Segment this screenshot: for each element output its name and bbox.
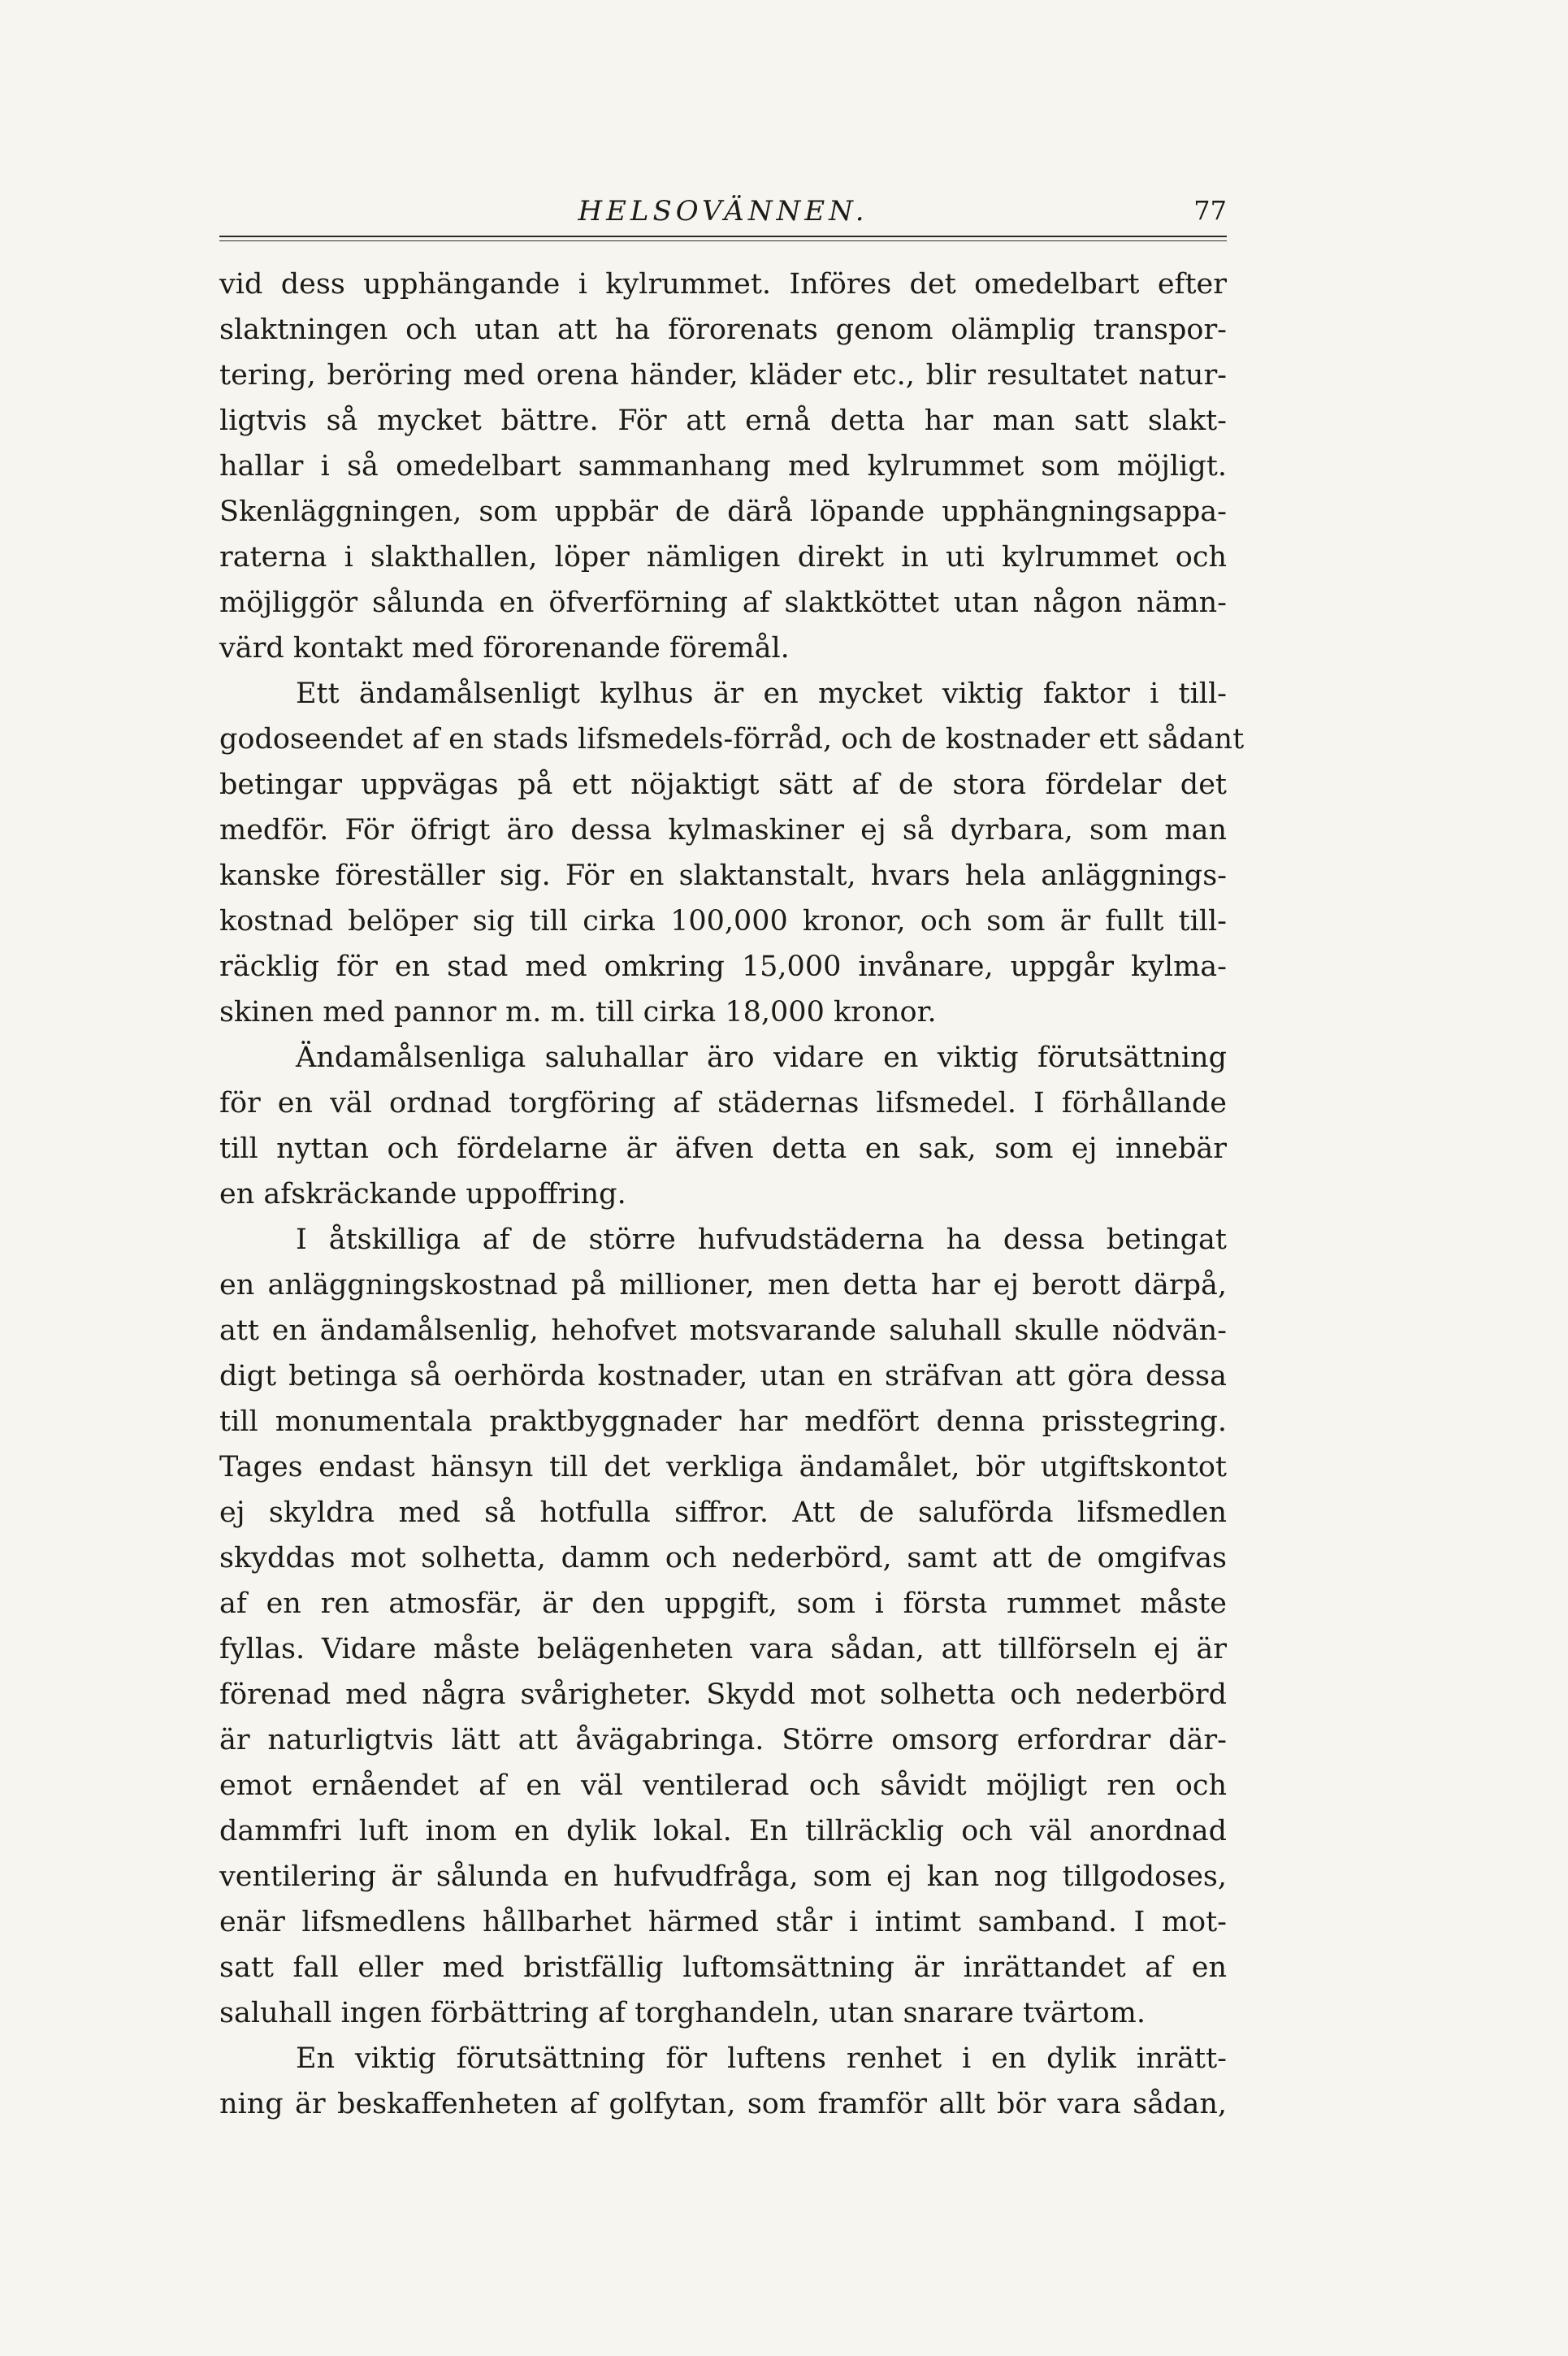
text-line: emot ernåendet af en väl ventilerad och såvidt möjligt ren och <box>219 1769 1227 1802</box>
text-line: kostnad belöper sig till cirka 100,000 kronor, och som är fullt till- <box>219 905 1227 938</box>
text-line: fyllas. Vidare måste belägenheten vara sådan, att tillförseln ej är <box>219 1633 1227 1665</box>
text-line: ventilering är sålunda en hufvudfråga, som ej kan nog tillgodoses, <box>219 1860 1227 1893</box>
text-line: ligtvis så mycket bättre. För att ernå detta har man satt slakt- <box>219 405 1227 437</box>
paragraph <box>219 2036 1227 2127</box>
page-number: 77 <box>1193 195 1227 226</box>
text-line: Ändamålsenliga saluhallar äro vidare en viktig förutsättning <box>296 1042 1227 1074</box>
text-line: skinen med pannor m. m. till cirka 18,000 kronor. <box>219 996 937 1029</box>
paragraph <box>219 1217 1227 2036</box>
text-line: ej skyldra med så hotfulla siffror. Att de saluförda lifsmedlen <box>219 1496 1227 1529</box>
text-line: digt betinga så oerhörda kostnader, utan en sträfvan att göra dessa <box>219 1360 1227 1392</box>
text-line: hallar i så omedelbart sammanhang med kylrummet som möjligt. <box>219 450 1227 483</box>
text-line: saluhall ingen förbättring af torghandeln, utan snarare tvärtom. <box>219 1997 1146 2029</box>
text-line: för en väl ordnad torgföring af städernas lifsmedel. I förhållande <box>219 1087 1227 1120</box>
text-line: Tages endast hänsyn till det verkliga ändamålet, bör utgiftskontot <box>219 1451 1227 1483</box>
text-line: Skenläggningen, som uppbär de därå löpande upphängningsappa- <box>219 496 1227 528</box>
header-rule-thin <box>219 240 1227 241</box>
text-line: en anläggningskostnad på millioner, men detta har ej berott därpå, <box>219 1269 1227 1301</box>
text-line: att en ändamålsenlig, hehofvet motsvarande saluhall skulle nödvän- <box>219 1314 1227 1347</box>
text-line: medför. För öfrigt äro dessa kylmaskiner ej så dyrbara, som man <box>219 814 1227 847</box>
text-line: af en ren atmosfär, är den uppgift, som i första rummet måste <box>219 1587 1227 1620</box>
text-line: Ett ändamålsenligt kylhus är en mycket viktig faktor i till- <box>296 678 1227 710</box>
header-rule <box>219 236 1227 237</box>
running-title: HELSOVÄNNEN. <box>578 195 868 227</box>
text-line: enär lifsmedlens hållbarhet härmed står i intimt samband. I mot- <box>219 1906 1227 1938</box>
text-line: betingar uppvägas på ett nöjaktigt sätt af de stora fördelar det <box>219 769 1227 801</box>
text-line: ning är beskaffenheten af golfytan, som framför allt bör vara sådan, <box>219 2088 1227 2120</box>
text-line: möjliggör sålunda en öfverförning af slaktköttet utan någon nämn- <box>219 587 1227 619</box>
page-header <box>219 188 1227 245</box>
text-line: förenad med några svårigheter. Skydd mot solhetta och nederbörd <box>219 1678 1227 1711</box>
text-line: vid dess upphängande i kylrummet. Införes det omedelbart efter <box>219 268 1227 301</box>
text-line: är naturligtvis lätt att åvägabringa. Större omsorg erfordrar där- <box>219 1724 1227 1756</box>
text-line: värd kontakt med förorenande föremål. <box>219 632 790 665</box>
text-line: slaktningen och utan att ha förorenats genom olämplig transpor- <box>219 314 1227 346</box>
text-line: En viktig förutsättning för luftens renhet i en dylik inrätt- <box>296 2042 1227 2075</box>
paragraph <box>219 671 1245 1035</box>
paragraph <box>219 262 1227 671</box>
text-line: till monumentala praktbyggnader har medfört denna prisstegring. <box>219 1405 1227 1438</box>
text-line: en afskräckande uppoffring. <box>219 1178 626 1210</box>
paragraph <box>219 1035 1227 1217</box>
text-line: godoseendet af en stads lifsmedels-förråd, och de kostnader ett sådant <box>219 723 1245 756</box>
body-text <box>219 262 1245 2127</box>
text-line: till nyttan och fördelarne är äfven detta en sak, som ej innebär <box>219 1133 1227 1165</box>
text-line: skyddas mot solhetta, damm och nederbörd, samt att de omgifvas <box>219 1542 1227 1574</box>
text-line: raterna i slakthallen, löper nämligen direkt in uti kylrummet och <box>219 541 1227 574</box>
text-line: kanske föreställer sig. För en slaktanstalt, hvars hela anläggnings- <box>219 860 1227 892</box>
text-line: satt fall eller med bristfällig luftomsättning är inrättandet af en <box>219 1951 1227 1984</box>
text-line: tering, beröring med orena händer, kläder etc., blir resultatet natur- <box>219 359 1227 392</box>
text-line: I åtskilliga af de större hufvudstäderna ha dessa betingat <box>296 1223 1227 1256</box>
text-line: räcklig för en stad med omkring 15,000 invånare, uppgår kylma- <box>219 951 1227 983</box>
text-line: dammfri luft inom en dylik lokal. En tillräcklig och väl anordnad <box>219 1815 1227 1847</box>
